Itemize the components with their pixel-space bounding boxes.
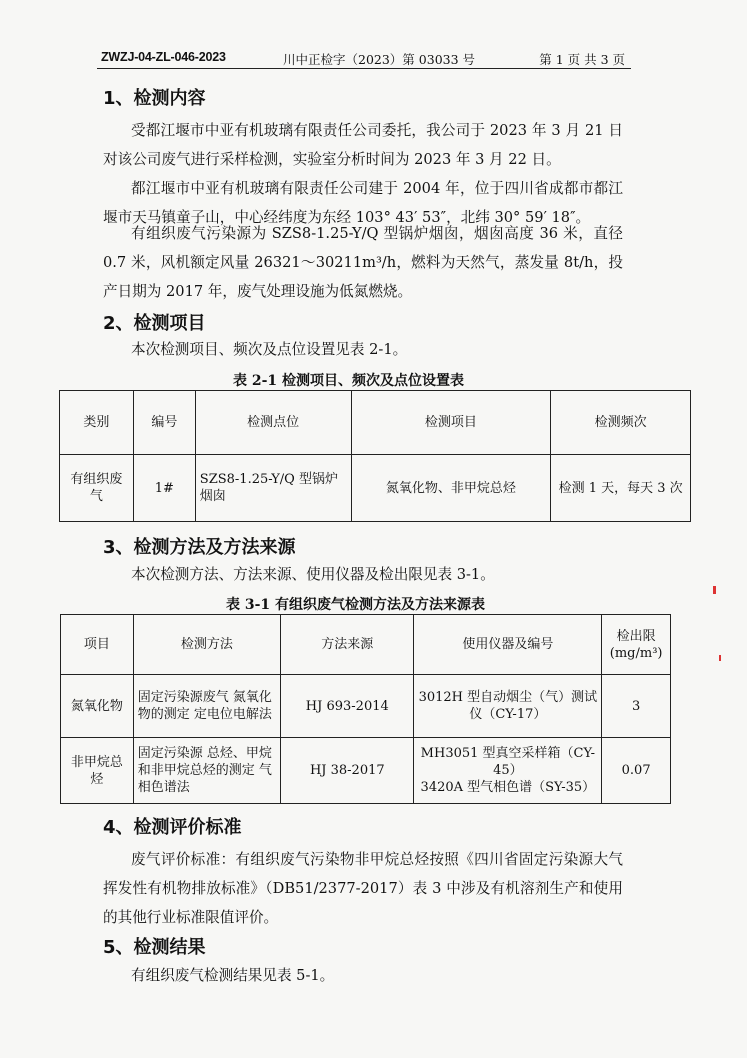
- table-cell: HJ 38-2017: [281, 738, 414, 804]
- section-5-title: 5、检测结果: [103, 937, 206, 958]
- page-info: 第 1 页 共 3 页: [539, 52, 625, 67]
- table-cell: 1#: [133, 455, 195, 522]
- table-3-1-caption: 表 3-1 有组织废气检测方法及方法来源表: [226, 597, 486, 613]
- page-header: [97, 48, 631, 68]
- table-cell: 3012H 型自动烟尘（气）测试仪（CY-17）: [414, 675, 602, 738]
- instrument-line: 3420A 型气相色谱（SY-35）: [420, 780, 596, 795]
- section-2-title: 2、检测项目: [103, 313, 206, 334]
- table-cell: SZS8-1.25-Y/Q 型锅炉烟囱: [195, 455, 351, 522]
- section-1-paragraph-1: 受都江堰市中亚有机玻璃有限责任公司委托，我公司于 2023 年 3 月 21 日对该公司废气进行采样检测，实验室分析时间为 2023 年 3 月 22 日。: [103, 122, 623, 168]
- detection-limit-unit: (mg/m³): [609, 645, 663, 661]
- table-header-cell: 项目: [61, 615, 134, 675]
- section-1-paragraph-2: 都江堰市中亚有机玻璃有限责任公司建于 2004 年，位于四川省成都市都江堰市天马镇童子山，中心经纬度为东经 103° 43′ 53″，北纬 30° 59′ 18″。: [103, 180, 623, 226]
- table-header-cell: 编号: [133, 391, 195, 455]
- table-header-cell: 检测方法: [133, 615, 280, 675]
- detection-limit-label: 检出限: [616, 628, 656, 644]
- table-cell: 非甲烷总烃: [61, 738, 134, 804]
- table-2-1-header-row: [60, 391, 691, 455]
- table-header-cell: 检测点位: [195, 391, 351, 455]
- table-header-cell: [602, 615, 671, 675]
- section-5-paragraph: 有组织废气检测结果见表 5-1。: [131, 967, 335, 984]
- table-cell: HJ 693-2014: [281, 675, 414, 738]
- table-cell: 固定污染源 总烃、甲烷和非甲烷总烃的测定 气相色谱法: [133, 738, 280, 804]
- section-1-paragraph-3: 有组织废气污染源为 SZS8-1.25-Y/Q 型锅炉烟囱，烟囱高度 36 米，直径 0.7 米，风机额定风量 26321～30211m³/h，燃料为天然气，蒸发量 8t/h，投产日期为 2017 年，废气处理设施为低氮燃烧。: [103, 225, 623, 300]
- table-cell: 3: [602, 675, 671, 738]
- header-divider: [97, 68, 631, 69]
- table-cell: [414, 738, 602, 804]
- section-2-paragraph: 本次检测项目、频次及点位设置见表 2-1。: [131, 341, 408, 358]
- section-4-title: 4、检测评价标准: [103, 817, 242, 838]
- table-cell: 检测 1 天，每天 3 次: [551, 455, 691, 522]
- table-header-cell: 类别: [60, 391, 134, 455]
- table-row: [61, 675, 671, 738]
- table-header-cell: 检测项目: [351, 391, 551, 455]
- document-code: ZWZJ-04-ZL-046-2023: [101, 50, 226, 64]
- table-cell: 氮氧化物、非甲烷总烃: [351, 455, 551, 522]
- table-cell: 0.07: [602, 738, 671, 804]
- section-1-title: 1、检测内容: [103, 88, 206, 109]
- section-3-title: 3、检测方法及方法来源: [103, 537, 296, 558]
- instrument-line: MH3051 型真空采样箱（CY-45）: [420, 746, 596, 778]
- section-4-paragraph: 废气评价标准：有组织废气污染物非甲烷总烃按照《四川省固定污染源大气挥发性有机物排放标准》（DB51/2377-2017）表 3 中涉及有机溶剂生产和使用的其他行业标准限值评价。: [103, 851, 623, 926]
- table-row: [61, 738, 671, 804]
- edge-mark: [713, 586, 716, 594]
- table-header-cell: 检测频次: [551, 391, 691, 455]
- section-3-paragraph: 本次检测方法、方法来源、使用仪器及检出限见表 3-1。: [131, 566, 495, 583]
- edge-mark: [719, 655, 721, 661]
- table-2-1: [59, 390, 691, 522]
- table-3-1-header-row: [61, 615, 671, 675]
- table-row: [60, 455, 691, 522]
- report-number: 川中正检字（2023）第 03033 号: [283, 52, 476, 67]
- table-cell: 有组织废气: [60, 455, 134, 522]
- table-header-cell: 使用仪器及编号: [414, 615, 602, 675]
- table-3-1: [60, 614, 671, 804]
- table-cell: 氮氧化物: [61, 675, 134, 738]
- table-header-cell: 方法来源: [281, 615, 414, 675]
- table-2-1-caption: 表 2-1 检测项目、频次及点位设置表: [233, 373, 465, 389]
- table-cell: 固定污染源废气 氮氧化物的测定 定电位电解法: [133, 675, 280, 738]
